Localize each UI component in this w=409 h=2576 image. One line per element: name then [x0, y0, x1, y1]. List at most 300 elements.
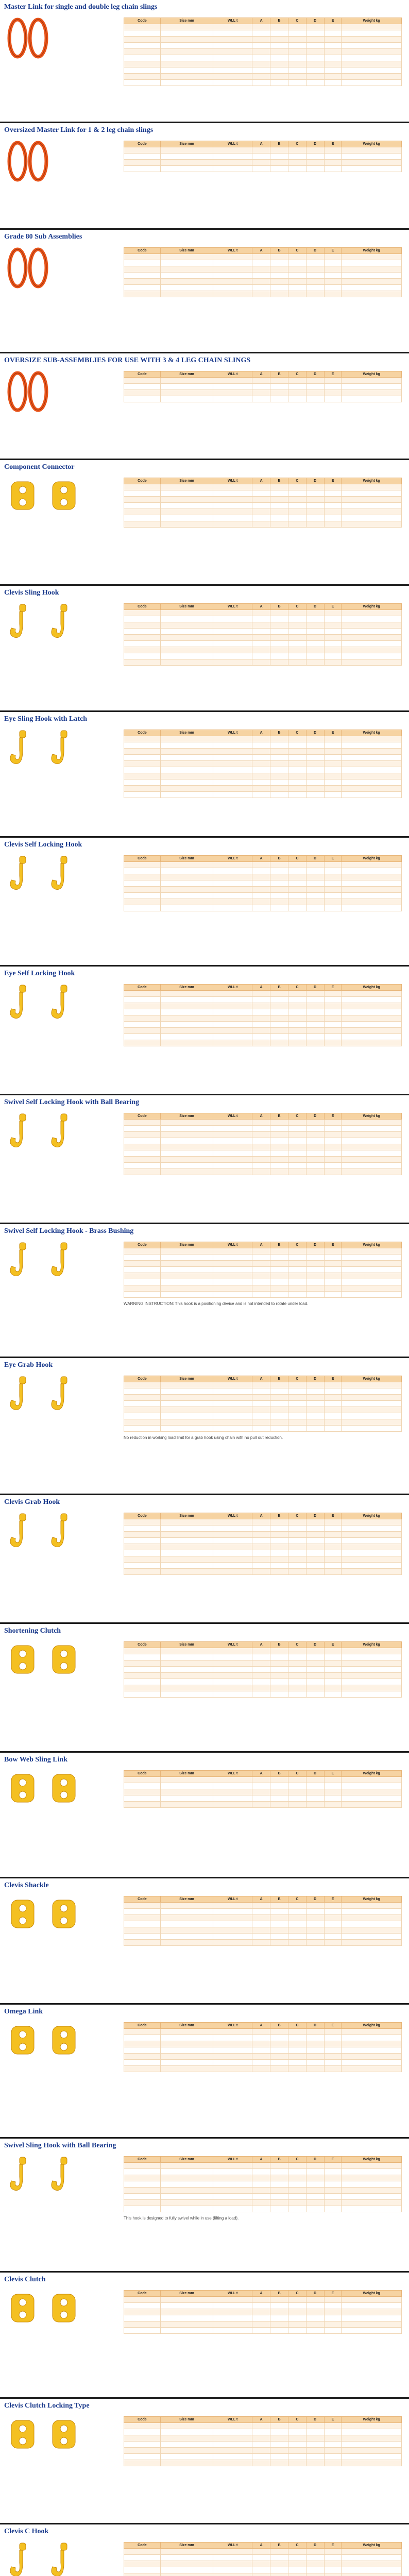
table-header: E — [324, 730, 342, 736]
table-header: E — [324, 478, 342, 484]
table-header: A — [252, 985, 270, 991]
product-section — [0, 123, 409, 230]
table-row — [124, 1382, 402, 1388]
table-row — [124, 1255, 402, 1261]
section-note: WARNING INSTRUCTION: This hook is a positioning device and is not intended to rotate under load. — [124, 1301, 309, 1306]
table-header: E — [324, 1242, 342, 1248]
table-row — [124, 1915, 402, 1921]
table-header: C — [288, 856, 306, 862]
table-row — [124, 1426, 402, 1432]
table-header: E — [324, 1642, 342, 1648]
table-row — [124, 1673, 402, 1679]
table-row — [124, 1419, 402, 1426]
spec-table — [124, 855, 402, 911]
table-header: C — [288, 985, 306, 991]
table-row — [124, 1927, 402, 1934]
table-header: A — [252, 2291, 270, 2297]
table-row — [124, 868, 402, 874]
section-title: Oversized Master Link for 1 & 2 leg chain slings — [4, 126, 154, 134]
section-title: Swivel Sling Hook with Ball Bearing — [4, 2142, 116, 2149]
table-header: D — [306, 2543, 324, 2549]
product-illustration — [7, 1376, 79, 1419]
product-illustration — [7, 478, 79, 516]
table-row — [124, 1285, 402, 1292]
table-row — [124, 1569, 402, 1575]
product-section — [0, 2139, 409, 2273]
table-row — [124, 1909, 402, 1915]
table-header: D — [306, 1113, 324, 1120]
table-header: C — [288, 2543, 306, 2549]
table-header: A — [252, 1771, 270, 1777]
table-row — [124, 154, 402, 160]
section-title: Shortening Clutch — [4, 1627, 61, 1635]
table-header: Size mm — [160, 730, 213, 736]
product-section — [0, 2399, 409, 2524]
table-header: B — [270, 1242, 288, 1248]
table-header: Code — [124, 2291, 161, 2297]
product-illustration — [7, 371, 48, 415]
table-header: A — [252, 2023, 270, 2029]
table-row — [124, 67, 402, 74]
table-row — [124, 166, 402, 172]
table-row — [124, 779, 402, 786]
table-row — [124, 1802, 402, 1808]
table-row — [124, 880, 402, 887]
table-header: E — [324, 1771, 342, 1777]
table-header: B — [270, 371, 288, 378]
product-section — [0, 1878, 409, 2005]
table-row — [124, 899, 402, 905]
section-title: Clevis C Hook — [4, 2528, 49, 2535]
table-header: B — [270, 2023, 288, 2029]
table-header: D — [306, 1642, 324, 1648]
table-row — [124, 1550, 402, 1556]
table-header: A — [252, 371, 270, 378]
table-header: D — [306, 1242, 324, 1248]
spec-table — [124, 1376, 402, 1432]
spec-table — [124, 247, 402, 297]
table-row — [124, 1556, 402, 1563]
table-row — [124, 1934, 402, 1940]
table-header: Size mm — [160, 141, 213, 147]
table-header: Code — [124, 856, 161, 862]
table-header: Weight kg — [342, 2157, 402, 2163]
table-header: D — [306, 1513, 324, 1519]
table-header: Weight kg — [342, 18, 402, 24]
table-row — [124, 1022, 402, 1028]
table-row — [124, 1132, 402, 1138]
spec-table — [124, 730, 402, 798]
table-header: A — [252, 730, 270, 736]
table-row — [124, 2175, 402, 2181]
table-header: A — [252, 856, 270, 862]
table-row — [124, 490, 402, 497]
table-header: Weight kg — [342, 856, 402, 862]
section-title: OVERSIZE SUB-ASSEMBLIES FOR USE WITH 3 & 4 LEG CHAIN SLINGS — [4, 357, 251, 364]
table-header: Size mm — [160, 1896, 213, 1903]
table-header: Code — [124, 730, 161, 736]
table-header: WLL t — [213, 856, 252, 862]
table-row — [124, 2321, 402, 2328]
table-row — [124, 24, 402, 30]
spec-table — [124, 478, 402, 528]
table-header: E — [324, 2543, 342, 2549]
table-header: A — [252, 18, 270, 24]
table-row — [124, 1407, 402, 1413]
table-row — [124, 279, 402, 285]
table-row — [124, 497, 402, 503]
table-header: Size mm — [160, 1376, 213, 1382]
table-header: E — [324, 141, 342, 147]
table-header: Code — [124, 1896, 161, 1903]
product-section — [0, 586, 409, 712]
table-row — [124, 2041, 402, 2047]
table-row — [124, 761, 402, 767]
table-header: WLL t — [213, 18, 252, 24]
table-header: Weight kg — [342, 141, 402, 147]
table-row — [124, 1519, 402, 1526]
table-header: WLL t — [213, 730, 252, 736]
table-header: WLL t — [213, 478, 252, 484]
spec-table — [124, 2416, 402, 2466]
table-row — [124, 1395, 402, 1401]
table-header: Weight kg — [342, 478, 402, 484]
table-row — [124, 260, 402, 266]
table-row — [124, 1120, 402, 1126]
table-header: WLL t — [213, 2543, 252, 2549]
table-header: WLL t — [213, 1513, 252, 1519]
table-row — [124, 1034, 402, 1040]
table-row — [124, 160, 402, 166]
section-title: Bow Web Sling Link — [4, 1756, 68, 1764]
product-illustration — [7, 1513, 79, 1556]
table-header: E — [324, 604, 342, 610]
product-illustration — [7, 1770, 79, 1809]
table-header: C — [288, 1642, 306, 1648]
table-row — [124, 2315, 402, 2321]
table-header: B — [270, 1513, 288, 1519]
table-row — [124, 622, 402, 629]
table-row — [124, 2423, 402, 2429]
spec-table — [124, 1242, 402, 1298]
table-row — [124, 30, 402, 37]
table-row — [124, 2454, 402, 2460]
table-header: E — [324, 2291, 342, 2297]
section-title: Clevis Clutch — [4, 2276, 46, 2283]
table-header: Size mm — [160, 985, 213, 991]
table-header: Code — [124, 985, 161, 991]
table-header: Weight kg — [342, 1376, 402, 1382]
table-header: C — [288, 1376, 306, 1382]
table-header: A — [252, 1113, 270, 1120]
table-row — [124, 43, 402, 49]
product-illustration — [7, 984, 79, 1028]
table-header: Size mm — [160, 248, 213, 254]
table-row — [124, 755, 402, 761]
table-row — [124, 1413, 402, 1419]
table-header: C — [288, 1771, 306, 1777]
table-header: B — [270, 1113, 288, 1120]
section-title: Master Link for single and double leg chain slings — [4, 3, 158, 11]
table-header: D — [306, 1376, 324, 1382]
table-row — [124, 2206, 402, 2212]
table-header: Code — [124, 604, 161, 610]
table-row — [124, 1157, 402, 1163]
table-header: D — [306, 604, 324, 610]
table-row — [124, 285, 402, 291]
table-row — [124, 2460, 402, 2466]
table-header: B — [270, 2291, 288, 2297]
table-header: Size mm — [160, 856, 213, 862]
table-row — [124, 1388, 402, 1395]
table-header: B — [270, 1642, 288, 1648]
spec-table — [124, 603, 402, 666]
table-row — [124, 1015, 402, 1022]
table-row — [124, 874, 402, 880]
table-header: A — [252, 2417, 270, 2423]
table-row — [124, 2435, 402, 2442]
product-illustration — [7, 603, 79, 647]
table-header: C — [288, 18, 306, 24]
table-header: WLL t — [213, 2023, 252, 2029]
product-section — [0, 712, 409, 838]
section-title: Eye Grab Hook — [4, 1361, 53, 1369]
table-header: Weight kg — [342, 248, 402, 254]
table-row — [124, 1169, 402, 1175]
product-illustration — [7, 1641, 79, 1680]
table-header: Weight kg — [342, 2417, 402, 2423]
table-header: E — [324, 2417, 342, 2423]
table-row — [124, 1279, 402, 1285]
table-row — [124, 1261, 402, 1267]
table-row — [124, 521, 402, 528]
table-row — [124, 1789, 402, 1795]
table-row — [124, 997, 402, 1003]
section-title: Clevis Sling Hook — [4, 589, 59, 597]
table-row — [124, 1150, 402, 1157]
table-row — [124, 1903, 402, 1909]
table-row — [124, 2181, 402, 2188]
table-header: A — [252, 604, 270, 610]
table-header: E — [324, 1113, 342, 1120]
table-header: Code — [124, 248, 161, 254]
table-header: Code — [124, 371, 161, 378]
table-header: Weight kg — [342, 2291, 402, 2297]
table-row — [124, 2549, 402, 2555]
table-row — [124, 991, 402, 997]
table-header: D — [306, 2291, 324, 2297]
product-illustration — [7, 18, 48, 61]
table-header: C — [288, 2023, 306, 2029]
table-row — [124, 1654, 402, 1660]
table-row — [124, 1783, 402, 1789]
table-header: B — [270, 478, 288, 484]
table-header: Code — [124, 141, 161, 147]
product-illustration — [7, 855, 79, 899]
table-header: Weight kg — [342, 1242, 402, 1248]
table-header: C — [288, 248, 306, 254]
table-row — [124, 629, 402, 635]
table-row — [124, 786, 402, 792]
table-header: Code — [124, 2543, 161, 2549]
table-header: A — [252, 1242, 270, 1248]
table-header: Weight kg — [342, 730, 402, 736]
table-header: C — [288, 730, 306, 736]
section-title: Eye Self Locking Hook — [4, 970, 75, 977]
table-row — [124, 1940, 402, 1946]
table-header: B — [270, 2417, 288, 2423]
table-header: A — [252, 1376, 270, 1382]
table-header: Weight kg — [342, 2023, 402, 2029]
table-header: C — [288, 1513, 306, 1519]
table-header: WLL t — [213, 985, 252, 991]
table-row — [124, 653, 402, 659]
table-header: B — [270, 2157, 288, 2163]
table-header: Code — [124, 1642, 161, 1648]
table-header: E — [324, 1896, 342, 1903]
table-header: A — [252, 2543, 270, 2549]
table-header: D — [306, 141, 324, 147]
table-header: D — [306, 985, 324, 991]
table-row — [124, 55, 402, 61]
table-header: E — [324, 985, 342, 991]
table-header: B — [270, 1896, 288, 1903]
table-header: WLL t — [213, 141, 252, 147]
table-header: Size mm — [160, 1771, 213, 1777]
product-section — [0, 353, 409, 460]
table-header: Code — [124, 1113, 161, 1120]
table-header: C — [288, 371, 306, 378]
table-header: C — [288, 141, 306, 147]
table-header: B — [270, 2543, 288, 2549]
spec-table — [124, 984, 402, 1046]
table-header: B — [270, 1771, 288, 1777]
table-header: B — [270, 141, 288, 147]
product-section — [0, 0, 409, 123]
table-row — [124, 2169, 402, 2175]
table-row — [124, 2029, 402, 2035]
table-row — [124, 2047, 402, 2054]
table-row — [124, 887, 402, 893]
table-header: Weight kg — [342, 371, 402, 378]
table-header: C — [288, 1242, 306, 1248]
table-row — [124, 390, 402, 396]
spec-table — [124, 2542, 402, 2576]
table-header: B — [270, 1376, 288, 1382]
table-header: D — [306, 18, 324, 24]
table-row — [124, 2066, 402, 2072]
table-row — [124, 1648, 402, 1654]
table-header: Size mm — [160, 478, 213, 484]
table-header: E — [324, 856, 342, 862]
product-section — [0, 838, 409, 967]
product-illustration — [7, 2156, 79, 2200]
table-row — [124, 1248, 402, 1255]
table-row — [124, 49, 402, 55]
section-title: Omega Link — [4, 2008, 43, 2015]
table-row — [124, 1040, 402, 1046]
table-header: Code — [124, 478, 161, 484]
table-header: Weight kg — [342, 985, 402, 991]
table-header: Code — [124, 1771, 161, 1777]
table-row — [124, 1563, 402, 1569]
table-header: Size mm — [160, 1113, 213, 1120]
table-row — [124, 1777, 402, 1783]
table-row — [124, 291, 402, 297]
table-row — [124, 635, 402, 641]
table-header: E — [324, 371, 342, 378]
table-header: C — [288, 2417, 306, 2423]
table-header: Size mm — [160, 604, 213, 610]
table-header: Code — [124, 2023, 161, 2029]
product-illustration — [7, 2542, 79, 2576]
table-header: Size mm — [160, 2023, 213, 2029]
product-section — [0, 2524, 409, 2576]
section-note: No reduction in working load limit for a grab hook using chain with no pull out reduction. — [124, 1435, 283, 1440]
table-header: A — [252, 248, 270, 254]
table-row — [124, 1003, 402, 1009]
table-header: Size mm — [160, 1242, 213, 1248]
table-row — [124, 1273, 402, 1279]
spec-table — [124, 1641, 402, 1698]
table-header: D — [306, 248, 324, 254]
product-illustration — [7, 2416, 79, 2455]
table-row — [124, 610, 402, 616]
table-row — [124, 384, 402, 390]
spec-table — [124, 1113, 402, 1175]
table-row — [124, 74, 402, 80]
table-header: B — [270, 248, 288, 254]
table-header: D — [306, 856, 324, 862]
table-row — [124, 80, 402, 86]
table-row — [124, 1163, 402, 1169]
table-header: Weight kg — [342, 1113, 402, 1120]
table-row — [124, 905, 402, 911]
table-row — [124, 484, 402, 490]
table-header: WLL t — [213, 371, 252, 378]
table-header: WLL t — [213, 2291, 252, 2297]
table-row — [124, 2188, 402, 2194]
table-header: E — [324, 1513, 342, 1519]
table-header: WLL t — [213, 2157, 252, 2163]
table-row — [124, 1292, 402, 1298]
table-row — [124, 503, 402, 509]
table-row — [124, 749, 402, 755]
product-illustration — [7, 247, 48, 291]
table-row — [124, 2297, 402, 2303]
table-row — [124, 2303, 402, 2309]
table-header: Size mm — [160, 2291, 213, 2297]
table-row — [124, 1667, 402, 1673]
table-header: Weight kg — [342, 1642, 402, 1648]
table-header: B — [270, 985, 288, 991]
product-illustration — [7, 730, 79, 773]
table-row — [124, 1921, 402, 1927]
table-row — [124, 767, 402, 773]
table-header: WLL t — [213, 2417, 252, 2423]
table-row — [124, 2054, 402, 2060]
table-row — [124, 736, 402, 742]
table-header: Size mm — [160, 1513, 213, 1519]
section-title: Clevis Grab Hook — [4, 1498, 60, 1506]
table-row — [124, 792, 402, 798]
table-header: C — [288, 2157, 306, 2163]
table-header: E — [324, 2023, 342, 2029]
product-section — [0, 230, 409, 353]
table-header: Code — [124, 1513, 161, 1519]
table-row — [124, 2035, 402, 2041]
table-header: WLL t — [213, 1896, 252, 1903]
